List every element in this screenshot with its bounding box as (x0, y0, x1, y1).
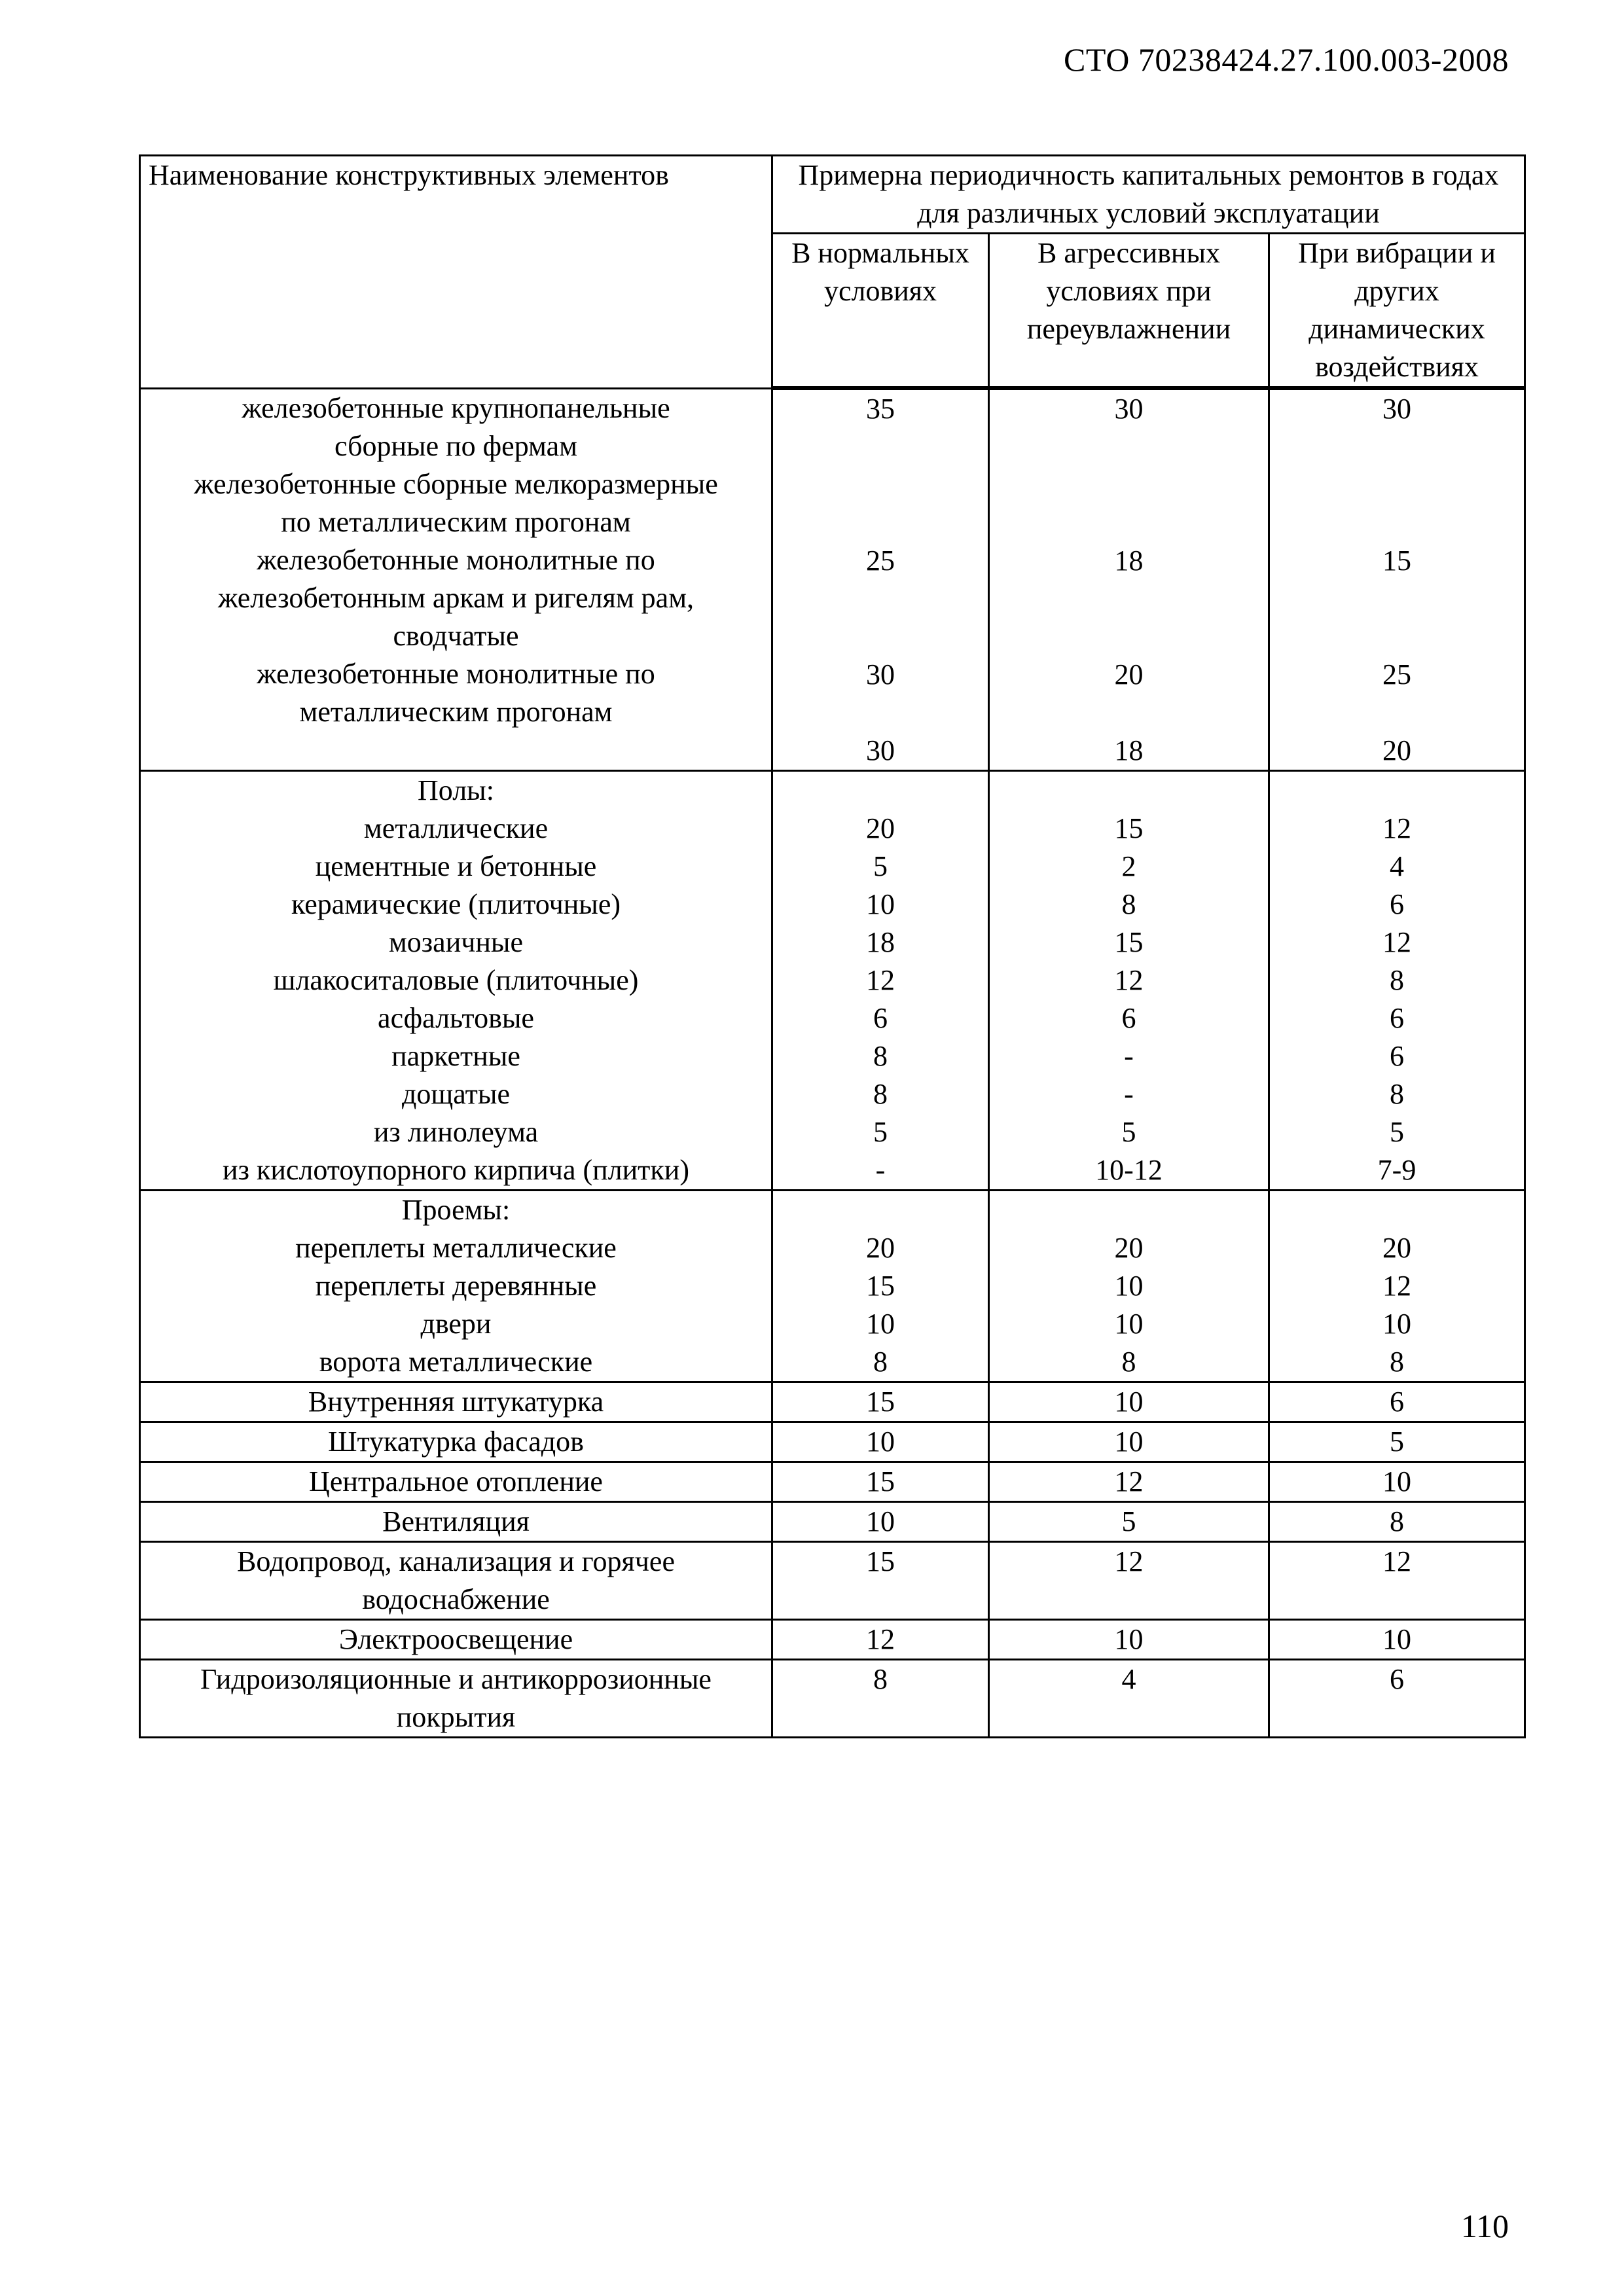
cell-line: 8 (1390, 964, 1404, 996)
cell-line: шлакоситаловые (плиточные) (273, 964, 639, 996)
vibration-conditions-cell (1269, 771, 1525, 1191)
vibration-conditions-cell (1269, 1462, 1525, 1502)
cell-line: 6 (1390, 1663, 1404, 1695)
cell-line: из линолеума (373, 1116, 539, 1148)
cell-line: паркетные (391, 1040, 520, 1072)
cell-line (1278, 772, 1516, 810)
cell-line: 15 (866, 1386, 895, 1418)
cell-line: 2 (1121, 850, 1136, 882)
cell-line (998, 504, 1260, 542)
cell-line: железобетонные сборные мелкоразмерные (194, 467, 718, 500)
cell-line (781, 618, 980, 656)
cell-line: Штукатурка фасадов (328, 1426, 584, 1458)
cell-line: 6 (1390, 1002, 1404, 1034)
cell-line: 5 (1390, 1116, 1404, 1148)
cell-line (998, 580, 1260, 618)
cell-line: 20 (866, 812, 895, 844)
cell-line: 8 (873, 1078, 888, 1110)
cell-line (1278, 504, 1516, 542)
cell-line: мозаичные (388, 926, 524, 958)
cell-line (998, 1191, 1260, 1229)
normal-conditions-cell (772, 1542, 989, 1620)
cell-line: 10 (1114, 1308, 1144, 1340)
cell-line: железобетонные крупнопанельные (242, 391, 670, 424)
cell-line (998, 466, 1260, 504)
normal-conditions-cell (772, 771, 989, 1191)
cell-line (781, 694, 980, 732)
cell-line: 8 (873, 1346, 888, 1378)
cell-line (1278, 1581, 1516, 1619)
normal-conditions-cell (772, 1462, 989, 1502)
normal-conditions-cell (772, 1620, 989, 1660)
element-name-cell (140, 1191, 772, 1382)
cell-line: 15 (1114, 812, 1144, 844)
column-header-vibration: При вибрации и других динамических воздействиях (1269, 234, 1525, 389)
cell-line: Вентиляция (382, 1505, 530, 1537)
aggressive-conditions-cell (989, 1422, 1269, 1462)
cell-line (1278, 694, 1516, 732)
cell-line: 15 (1114, 926, 1144, 958)
cell-line: 20 (1382, 1232, 1411, 1264)
cell-line: 12 (1114, 964, 1144, 996)
cell-line: 8 (1121, 1346, 1136, 1378)
cell-line: 12 (1114, 1545, 1144, 1577)
cell-line: 6 (1390, 888, 1404, 920)
cell-line: 6 (1121, 1002, 1136, 1034)
cell-line (1278, 1698, 1516, 1736)
cell-line (1278, 428, 1516, 466)
table-row (140, 1660, 1525, 1738)
cell-line: 12 (1382, 926, 1411, 958)
cell-line: 30 (1114, 393, 1144, 425)
cell-line: 4 (1121, 1663, 1136, 1695)
cell-line: Центральное отопление (309, 1465, 603, 1498)
element-name-cell (140, 1382, 772, 1422)
cell-line (781, 504, 980, 542)
cell-line (998, 428, 1260, 466)
cell-line (781, 580, 980, 618)
cell-line: 6 (873, 1002, 888, 1034)
cell-line: 12 (1382, 1270, 1411, 1302)
vibration-conditions-cell (1269, 1542, 1525, 1620)
table-row (140, 1382, 1525, 1422)
cell-line: керамические (плиточные) (291, 888, 621, 920)
cell-line: 8 (1390, 1505, 1404, 1537)
cell-line (1278, 466, 1516, 504)
cell-line: 20 (1382, 734, 1411, 766)
cell-line: 8 (1390, 1346, 1404, 1378)
aggressive-conditions-cell (989, 1502, 1269, 1542)
cell-line (781, 1191, 980, 1229)
cell-line: - (875, 1154, 886, 1186)
cell-line: Внутренняя штукатурка (308, 1386, 604, 1418)
cell-line: 10 (1114, 1386, 1144, 1418)
cell-line: дощатые (402, 1078, 510, 1110)
cell-line: 20 (1114, 658, 1144, 691)
cell-line: 35 (866, 393, 895, 425)
aggressive-conditions-cell (989, 1620, 1269, 1660)
cell-line (1278, 1191, 1516, 1229)
cell-line: покрытия (396, 1701, 516, 1733)
cell-line: 10 (1382, 1623, 1411, 1655)
cell-line: асфальтовые (378, 1002, 534, 1034)
cell-line: 20 (1114, 1232, 1144, 1264)
column-header-name: Наименование конструктивных элементов (140, 156, 772, 389)
element-name-cell (140, 1422, 772, 1462)
vibration-conditions-cell (1269, 1660, 1525, 1738)
column-header-aggressive: В агрессивных условиях при переувлажнении (989, 234, 1269, 389)
cell-line: 15 (866, 1270, 895, 1302)
cell-line: 5 (1390, 1426, 1404, 1458)
cell-line (781, 428, 980, 466)
cell-line: 10-12 (1095, 1154, 1163, 1186)
cell-line: 12 (1382, 1545, 1411, 1577)
cell-line: 12 (866, 964, 895, 996)
aggressive-conditions-cell (989, 771, 1269, 1191)
cell-line: железобетонным аркам и ригелям рам, (217, 581, 695, 614)
element-name-cell (140, 771, 772, 1191)
cell-line (998, 772, 1260, 810)
vibration-conditions-cell (1269, 1191, 1525, 1382)
aggressive-conditions-cell (989, 1191, 1269, 1382)
cell-line: 30 (1382, 393, 1411, 425)
document-code: СТО 70238424.27.100.003-2008 (1064, 41, 1509, 78)
table-row (140, 1191, 1525, 1382)
cell-line (149, 731, 763, 769)
vibration-conditions-cell (1269, 1382, 1525, 1422)
normal-conditions-cell (772, 388, 989, 771)
cell-line: 4 (1390, 850, 1404, 882)
cell-line: 8 (873, 1040, 888, 1072)
aggressive-conditions-cell (989, 1660, 1269, 1738)
element-name-cell (140, 388, 772, 771)
cell-line: 25 (1382, 658, 1411, 691)
table-row (140, 1462, 1525, 1502)
cell-line (998, 1581, 1260, 1619)
cell-line: 6 (1390, 1040, 1404, 1072)
aggressive-conditions-cell (989, 1462, 1269, 1502)
cell-line: 5 (873, 1116, 888, 1148)
cell-line: 10 (866, 888, 895, 920)
cell-line: 12 (1382, 812, 1411, 844)
aggressive-conditions-cell (989, 1382, 1269, 1422)
cell-line: 20 (866, 1232, 895, 1264)
cell-line (781, 772, 980, 810)
cell-line: из кислотоупорного кирпича (плитки) (223, 1154, 689, 1186)
page-number: 110 (1460, 2208, 1509, 2244)
cell-line: ворота металлические (319, 1346, 593, 1378)
cell-line: Электроосвещение (338, 1623, 573, 1655)
cell-line: 18 (1114, 734, 1144, 766)
cell-line (781, 1698, 980, 1736)
table-body (140, 388, 1525, 1738)
cell-line: 8 (1390, 1078, 1404, 1110)
cell-line: 7-9 (1377, 1154, 1416, 1186)
cell-line: 18 (1114, 545, 1144, 577)
cell-line: Полы: (418, 774, 494, 806)
cell-line: Гидроизоляционные и антикоррозионные (200, 1663, 712, 1695)
cell-line (1278, 580, 1516, 618)
table-row (140, 1502, 1525, 1542)
cell-line: 18 (866, 926, 895, 958)
column-header-normal: В нормальных условиях (772, 234, 989, 389)
aggressive-conditions-cell (989, 388, 1269, 771)
cell-line: по металлическим прогонам (281, 505, 631, 538)
vibration-conditions-cell (1269, 1422, 1525, 1462)
table-row (140, 1620, 1525, 1660)
cell-line: железобетонные монолитные по (257, 657, 655, 690)
cell-line (781, 1581, 980, 1619)
cell-line: 30 (866, 658, 895, 691)
cell-line: Проемы: (401, 1194, 511, 1226)
cell-line: 12 (866, 1623, 895, 1655)
normal-conditions-cell (772, 1660, 989, 1738)
cell-line: сводчатые (393, 619, 519, 652)
normal-conditions-cell (772, 1502, 989, 1542)
aggressive-conditions-cell (989, 1542, 1269, 1620)
cell-line: 12 (1114, 1465, 1144, 1498)
element-name-cell (140, 1462, 772, 1502)
vibration-conditions-cell (1269, 1502, 1525, 1542)
cell-line: Водопровод, канализация и горячее (237, 1545, 675, 1577)
cell-line: 8 (1121, 888, 1136, 920)
cell-line: 10 (1382, 1308, 1411, 1340)
cell-line (1278, 618, 1516, 656)
cell-line: переплеты деревянные (315, 1270, 597, 1302)
cell-line: 5 (1121, 1116, 1136, 1148)
cell-line: 6 (1390, 1386, 1404, 1418)
repair-periodicity-table (139, 154, 1526, 1738)
cell-line: 15 (866, 1465, 895, 1498)
table-row (140, 771, 1525, 1191)
cell-line: сборные по фермам (334, 429, 577, 462)
cell-line: 10 (866, 1308, 895, 1340)
cell-line: металлическим прогонам (299, 695, 613, 728)
cell-line: 5 (1121, 1505, 1136, 1537)
element-name-cell (140, 1620, 772, 1660)
element-name-cell (140, 1660, 772, 1738)
vibration-conditions-cell (1269, 388, 1525, 771)
cell-line (998, 694, 1260, 732)
cell-line: 10 (1114, 1270, 1144, 1302)
cell-line: 10 (1114, 1426, 1144, 1458)
element-name-cell (140, 1542, 772, 1620)
cell-line (998, 1698, 1260, 1736)
cell-line: двери (420, 1308, 492, 1340)
cell-line: цементные и бетонные (315, 850, 597, 882)
column-header-group: Примерна периодичность капитальных ремонтов в годах для различных условий эксплуатации (772, 156, 1525, 234)
cell-line: - (1124, 1040, 1134, 1072)
cell-line: 25 (866, 545, 895, 577)
cell-line: 10 (866, 1505, 895, 1537)
table-row (140, 1542, 1525, 1620)
cell-line: железобетонные монолитные по (257, 543, 655, 576)
cell-line: 5 (873, 850, 888, 882)
cell-line (998, 618, 1260, 656)
cell-line: 15 (866, 1545, 895, 1577)
cell-line: 30 (866, 734, 895, 766)
normal-conditions-cell (772, 1382, 989, 1422)
table-row (140, 1422, 1525, 1462)
table-row (140, 388, 1525, 771)
cell-line: 10 (1382, 1465, 1411, 1498)
cell-line: 10 (1114, 1623, 1144, 1655)
element-name-cell (140, 1502, 772, 1542)
cell-line: металлические (363, 812, 549, 844)
cell-line: 15 (1382, 545, 1411, 577)
cell-line: - (1124, 1078, 1134, 1110)
cell-line: 8 (873, 1663, 888, 1695)
normal-conditions-cell (772, 1191, 989, 1382)
vibration-conditions-cell (1269, 1620, 1525, 1660)
cell-line (781, 466, 980, 504)
normal-conditions-cell (772, 1422, 989, 1462)
cell-line: переплеты металлические (295, 1232, 617, 1264)
cell-line: 10 (866, 1426, 895, 1458)
cell-line: водоснабжение (362, 1583, 550, 1615)
